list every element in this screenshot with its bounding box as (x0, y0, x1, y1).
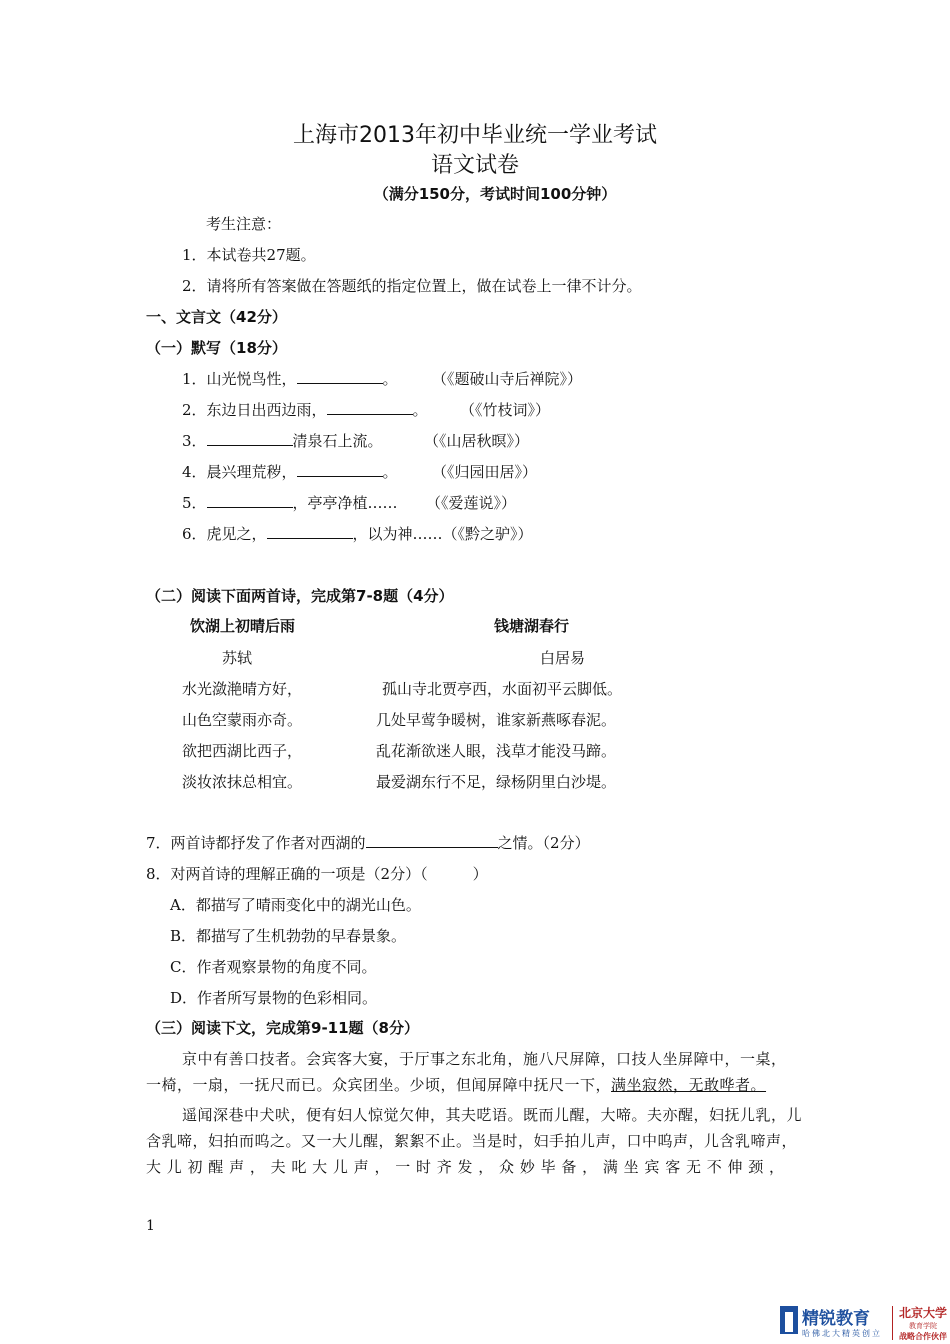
question-2-source: （《竹枝词》） (460, 401, 551, 419)
poem-2-line: 孤山寺北贾亭西，水面初平云脚低。 (382, 680, 623, 698)
poem-1-line: 欲把西湖比西子， (182, 742, 303, 760)
answer-blank[interactable] (207, 493, 293, 508)
question-8: 8．对两首诗的理解正确的一项是（2分）（ ） (146, 865, 488, 883)
logo-divider (892, 1306, 893, 1340)
logo-mark-icon (780, 1306, 798, 1334)
partner-name: 北京大学 (898, 1306, 947, 1320)
notice-item: 2．请将所有答案做在答题纸的指定位置上，做在试卷上一律不计分。 (182, 277, 642, 295)
option-c: C．作者观察景物的角度不同。 (170, 958, 377, 976)
passage-line: 含乳啼，妇拍而呜之。又一大儿醒，絮絮不止。当是时，妇手拍儿声，口中呜声，儿含乳啼声， (146, 1132, 798, 1150)
logo-tagline: 哈佛北大精英创立 (802, 1329, 882, 1338)
passage-line: 一椅，一扇，一抚尺而已。众宾团坐。少顷，但闻屏障中抚尺一下，满坐寂然，无敢哗者。 (146, 1076, 767, 1094)
poem-1-line: 淡妆浓抹总相宜。 (182, 773, 303, 791)
question-7: 7．两首诗都抒发了作者对西湖的 之情。（2分） (146, 834, 590, 852)
logo-name: 精锐教育 (802, 1309, 870, 1329)
option-b: B．都描写了生机勃勃的早春景象。 (170, 927, 407, 945)
question-4: 4．晨兴理荒秽， 。 (182, 463, 398, 481)
poem-1-line: 山色空蒙雨亦奇。 (182, 711, 303, 729)
part-title: （三）阅读下文，完成第9-11题（8分） (146, 1019, 419, 1037)
question-1: 1．山光悦鸟性， 。 (182, 370, 398, 388)
question-3: 3． 清泉石上流。 (182, 432, 383, 450)
underlined-phrase: 满坐寂然，无敢哗者。 (611, 1076, 767, 1094)
answer-blank[interactable] (267, 524, 353, 539)
question-1-source: （《题破山寺后禅院》） (432, 370, 583, 388)
partner-logo (897, 1304, 949, 1342)
footer-logo (778, 1304, 950, 1344)
poem-2-line: 几处早莺争暖树，谁家新燕啄春泥。 (376, 711, 617, 729)
question-2: 2．东边日出西边雨， 。 (182, 401, 428, 419)
passage-line: 遥闻深巷中犬吠，便有妇人惊觉欠伸，其夫呓语。既而儿醒，大啼。夫亦醒，妇抚儿乳，儿 (182, 1106, 803, 1124)
poem-1-line: 水光潋滟晴方好， (182, 680, 303, 698)
exam-subtitle: 语文试卷 (430, 153, 519, 178)
partner-sub: 教育学院 (909, 1322, 937, 1330)
answer-blank[interactable] (297, 369, 383, 384)
question-5: 5． ，亭亭净植…… (182, 494, 398, 512)
notice-label: 考生注意： (206, 215, 282, 233)
poem-2-line: 乱花渐欲迷人眼，浅草才能没马蹄。 (376, 742, 617, 760)
poem-2-line: 最爱湖东行不足，绿杨阴里白沙堤。 (376, 773, 617, 791)
notice-item: 1．本试卷共27题。 (182, 246, 316, 264)
part-title: （二）阅读下面两首诗，完成第7-8题（4分） (146, 587, 454, 605)
answer-blank[interactable] (366, 833, 498, 848)
part-title: （一）默写（18分） (146, 339, 287, 357)
partner-tag: 战略合作伙伴 (899, 1332, 947, 1341)
poem-1-title: 饮湖上初晴后雨 (190, 617, 296, 635)
answer-blank[interactable] (327, 400, 413, 415)
answer-blank[interactable] (207, 431, 293, 446)
exam-title: 上海市2013年初中毕业统一学业考试 (293, 123, 657, 148)
answer-blank[interactable] (297, 462, 383, 477)
page-number: 1 (146, 1218, 155, 1234)
poem-2-author: 白居易 (540, 649, 586, 667)
question-3-source: （《山居秋暝》） (424, 432, 530, 450)
option-a: A．都描写了晴雨变化中的湖光山色。 (170, 896, 421, 914)
question-6: 6．虎见之， ，以为神……（《黔之驴》） (182, 525, 533, 543)
section-title: 一、文言文（42分） (146, 308, 287, 326)
exam-meta: （满分150分，考试时间100分钟） (373, 185, 617, 203)
poem-2-title: 钱塘湖春行 (494, 617, 570, 635)
passage-line: 京中有善口技者。会宾客大宴，于厅事之东北角，施八尺屏障，口技人坐屏障中，一桌， (182, 1050, 787, 1068)
question-5-source: （《爱莲说》） (426, 494, 517, 512)
passage-line: 大 儿 初 醒 声 ， 夫 叱 大 儿 声 ， 一 时 齐 发 ， 众 妙 毕 备 ， 满 坐 宾 客 无 不 伸 颈 ， (146, 1158, 785, 1176)
option-d: D．作者所写景物的色彩相同。 (170, 989, 378, 1007)
question-4-source: （《归园田居》） (432, 463, 538, 481)
poem-1-author: 苏轼 (222, 649, 253, 667)
